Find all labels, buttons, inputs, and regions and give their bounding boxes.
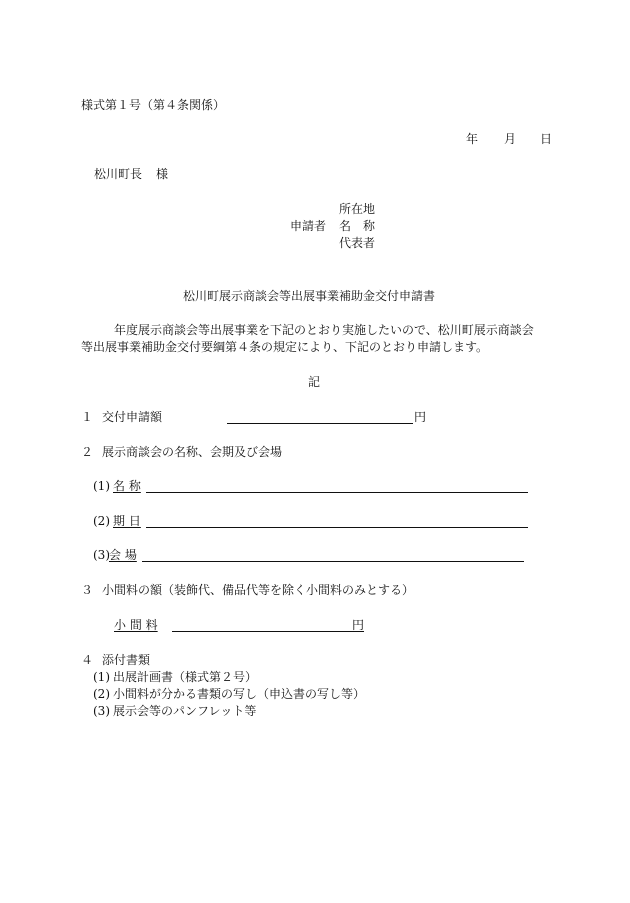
- item-1-unit: 円: [414, 410, 427, 424]
- attachment-2-number: (2): [93, 687, 110, 701]
- body-line-1: 年度展示商談会等出展事業を下記のとおり実施したいので、松川町展示商談会: [114, 323, 534, 337]
- item-2-label: 展示商談会の名称、会期及び会場: [102, 445, 283, 459]
- date-day: 日: [540, 132, 553, 146]
- date-month: 月: [504, 132, 517, 146]
- event-name-field[interactable]: [146, 479, 528, 493]
- item-3-field-label: 小 間 料: [114, 618, 158, 632]
- addressee-honorific: 様: [156, 167, 169, 181]
- booth-fee-field[interactable]: [172, 618, 352, 632]
- item-2-number: ２: [81, 445, 94, 459]
- addressee-name: 松川町長: [94, 167, 143, 181]
- item-1-amount-field[interactable]: [227, 410, 413, 424]
- item-2-sub-3-number: (3): [93, 548, 110, 562]
- event-date-field[interactable]: [146, 514, 528, 528]
- body-line-2: 等出展事業補助金交付要綱第４条の規定により、下記のとおり申請します。: [81, 340, 489, 354]
- applicant-name-label: 名 称: [339, 219, 376, 233]
- attachment-3-text: 展示会等のパンフレット等: [113, 704, 257, 718]
- item-2-sub-1-label: 名 称: [113, 479, 141, 493]
- ki-heading: 記: [308, 375, 321, 389]
- form-number: 様式第１号（第４条関係）: [81, 98, 226, 112]
- item-2-sub-2-label: 期 日: [113, 514, 141, 528]
- item-2-sub-2-number: (2): [93, 514, 110, 528]
- document-title: 松川町展示商談会等出展事業補助金交付申請書: [183, 289, 436, 303]
- item-4-number: ４: [81, 653, 94, 667]
- item-3-unit: 円: [352, 618, 365, 632]
- applicant-address-label: 所在地: [339, 202, 376, 216]
- applicant-label: 申請者: [290, 219, 327, 233]
- item-3-label: 小間料の額（装飾代、備品代等を除く小間料のみとする）: [102, 583, 415, 597]
- item-1-number: １: [81, 410, 94, 424]
- item-2-sub-3-label: 会 場: [109, 548, 137, 562]
- item-4-label: 添付書類: [102, 653, 151, 667]
- attachment-1-number: (1): [93, 670, 110, 684]
- date-year: 年: [466, 132, 479, 146]
- attachment-1-text: 出展計画書（様式第２号）: [113, 670, 258, 684]
- attachment-2-text: 小間料が分かる書類の写し（申込書の写し等）: [113, 687, 366, 701]
- attachment-3-number: (3): [93, 704, 110, 718]
- item-1-label: 交付申請額: [102, 410, 163, 424]
- event-venue-field[interactable]: [142, 548, 524, 562]
- applicant-rep-label: 代表者: [339, 236, 376, 250]
- item-3-number: ３: [81, 583, 94, 597]
- item-2-sub-1-number: (1): [93, 479, 110, 493]
